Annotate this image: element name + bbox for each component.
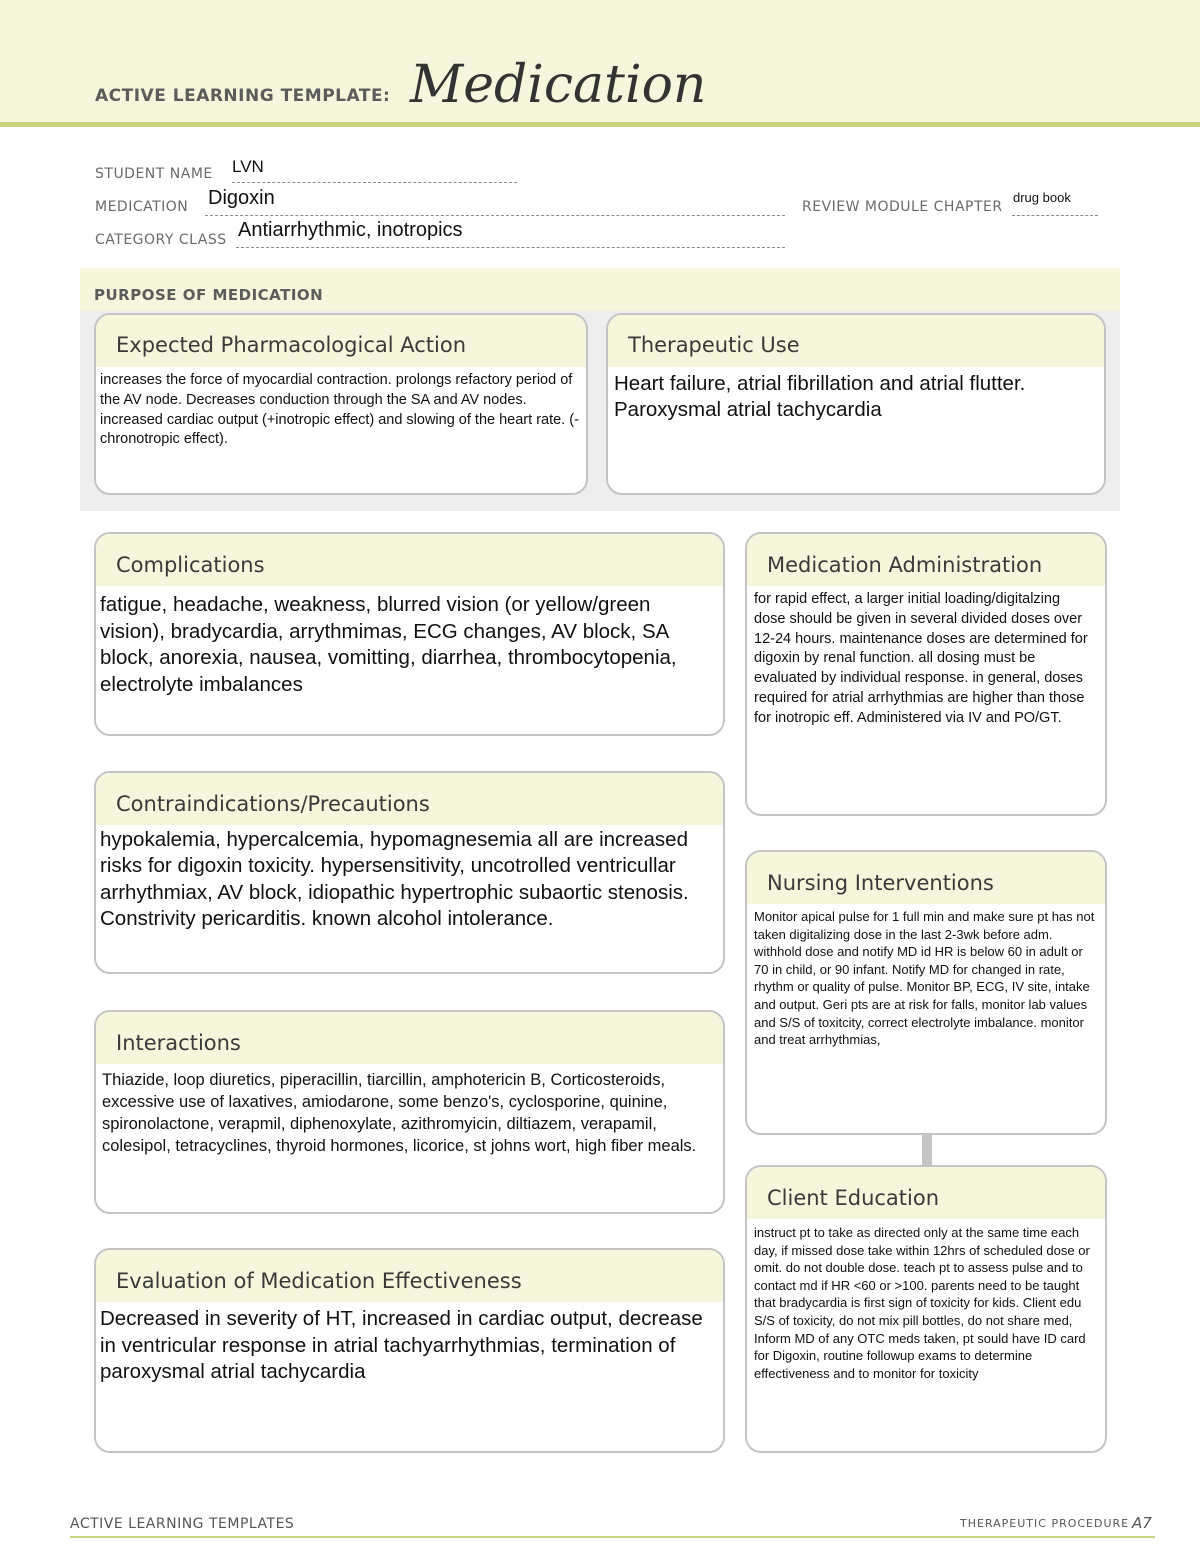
medication-line	[205, 215, 785, 216]
client-education-box	[745, 1165, 1107, 1453]
therapeutic-use-title: Therapeutic Use	[628, 333, 800, 357]
template-label: ACTIVE LEARNING TEMPLATE:	[95, 86, 391, 106]
medication-administration-box	[745, 532, 1107, 816]
footer-right: THERAPEUTIC PROCEDURE	[960, 1517, 1130, 1530]
client-education-title: Client Education	[767, 1186, 940, 1210]
nursing-interventions-box	[745, 850, 1107, 1135]
evaluation-title: Evaluation of Medication Effectiveness	[116, 1269, 522, 1293]
medication-field[interactable]: Digoxin	[208, 187, 275, 209]
medication-administration-title: Medication Administration	[767, 553, 1043, 577]
expected-action-title: Expected Pharmacological Action	[116, 333, 467, 357]
medication-label: MEDICATION	[95, 199, 189, 215]
medication-administration-text[interactable]: for rapid effect, a larger initial loading/digitalzing dose should be given in several divided doses over 12-24 hours. maintenance doses are determined for digoxin by renal function. all dosing must be evaluated by individual response. in general, doses required for atrial arrhythmias are higher than those for inotropic eff. Administered via IV and PO/GT.	[754, 591, 1088, 726]
category-class-label: CATEGORY CLASS	[95, 232, 227, 248]
review-module-line	[1012, 215, 1098, 216]
contraindications-text[interactable]: hypokalemia, hypercalcemia, hypomagnesemia all are increased risks for digoxin toxicity. hypersensitivity, uncotrolled ventricullar arrhythmiax, AV block, idiopathic hypertrophic subaortic stenosis. Constrivity pericarditis. known alcohol intolerance.	[100, 828, 689, 930]
complications-text[interactable]: fatigue, headache, weakness, blurred vision (or yellow/green vision), bradycardia, arrythmimas, ECG changes, AV block, SA block, anorexia, nausea, vomitting, diarrhea, thrombocytopenia, electrolyte imbalances	[100, 593, 677, 696]
evaluation-box	[94, 1248, 725, 1453]
box-connector	[922, 1135, 932, 1165]
client-education-text[interactable]: instruct pt to take as directed only at the same time each day, if missed dose take within 12hrs of scheduled dose or omit. do not double dose. teach pt to assess pulse and to contact md if HR <60 or >100. parents need to be taught that bradycardia is first sign of toxicity for kids. Client edu S/S of toxicity, do not mix pill bottles, do not share med, Inform MD of any OTC meds taken, pt sould have ID card for Digoxin, routine followup exams to determine effectiveness and to monitor for toxicity	[754, 1225, 1090, 1381]
category-class-line	[236, 247, 785, 248]
contraindications-title: Contraindications/Precautions	[116, 792, 430, 816]
footer-rule	[70, 1536, 1155, 1538]
footer-left: ACTIVE LEARNING TEMPLATES	[70, 1516, 295, 1532]
review-module-field[interactable]: drug book	[1013, 190, 1071, 205]
evaluation-text[interactable]: Decreased in severity of HT, increased in cardiac output, decrease in ventricular response in atrial tachyarrhythmias, termination of paroxysmal atrial tachycardia	[100, 1307, 703, 1383]
footer-page-number: A7	[1132, 1514, 1152, 1532]
expected-action-box	[94, 313, 588, 495]
review-module-label: REVIEW MODULE CHAPTER	[802, 199, 1003, 215]
interactions-box	[94, 1010, 725, 1214]
page-title: Medication	[410, 55, 707, 115]
student-name-line	[232, 182, 517, 183]
category-class-field[interactable]: Antiarrhythmic, inotropics	[238, 219, 463, 241]
purpose-label: PURPOSE OF MEDICATION	[94, 286, 324, 304]
therapeutic-use-text[interactable]: Heart failure, atrial fibrillation and atrial flutter. Paroxysmal atrial tachycardia	[614, 372, 1026, 421]
expected-action-text[interactable]: increases the force of myocardial contraction. prolongs refactory period of the AV node. Decreases conduction through the SA and AV nodes. increased cardiac output (+inotropic effect) and slowing of the heart rate. (-chronotropic effect).	[100, 372, 579, 448]
therapeutic-use-box	[606, 313, 1106, 495]
interactions-title: Interactions	[116, 1031, 241, 1055]
student-name-label: STUDENT NAME	[95, 166, 213, 182]
complications-box	[94, 532, 725, 736]
interactions-text[interactable]: Thiazide, loop diuretics, piperacillin, tiarcillin, amphotericin B, Corticosteroids, excessive use of laxatives, amiodarone, some benzo's, cyclosporine, quinine, spironolactone, verapmil, diphenoxylate, azithromyicin, diltiazem, verapamil, colesipol, tetracyclines, thyroid hormones, licorice, st johns wort, high fiber meals.	[102, 1071, 697, 1155]
student-name-field[interactable]: LVN	[232, 157, 264, 176]
nursing-interventions-title: Nursing Interventions	[767, 871, 994, 895]
nursing-interventions-text[interactable]: Monitor apical pulse for 1 full min and make sure pt has not taken digitalizing dose in the last 2-3wk before adm. withhold dose and notify MD id HR is below 60 in adult or 70 in child, or 90 infant. Notify MD for changed in rate, rhythm or quality of pulse. Monitor BP, ECG, IV site, intake and output. Geri pts are at risk for falls, monitor lab values and S/S of toxitcity, correct electrolyte imbalance. monitor and treat arrhythmias,	[754, 909, 1095, 1048]
complications-title: Complications	[116, 553, 265, 577]
header-rule	[0, 122, 1200, 127]
contraindications-box	[94, 771, 725, 974]
